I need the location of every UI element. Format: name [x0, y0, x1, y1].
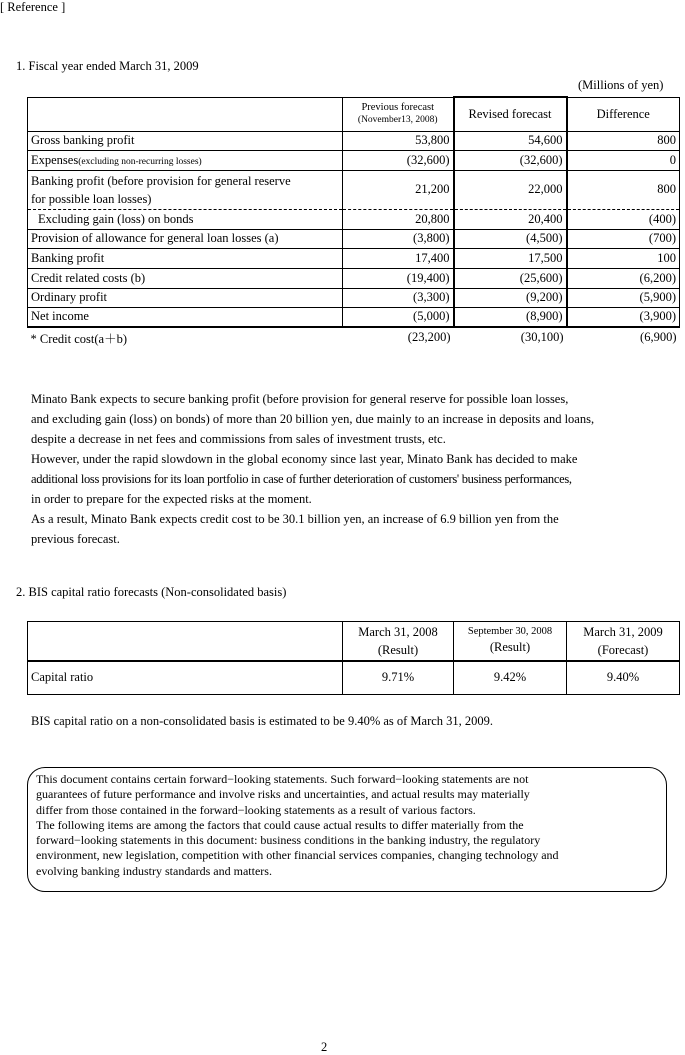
previous-value: (32,600)	[343, 150, 454, 170]
row-label: Gross banking profit	[28, 131, 343, 150]
difference-value: (400)	[567, 209, 680, 229]
row-label: Banking profit (before provision for general reserve for possible loan losses)	[28, 170, 343, 209]
previous-value: (3,800)	[343, 229, 454, 248]
row-label: Banking profit	[28, 248, 343, 268]
revised-value: (30,100)	[520, 330, 564, 344]
table-row	[28, 150, 680, 170]
row-label: * Credit cost(a＋b)	[30, 331, 128, 346]
page-number: 2	[321, 1040, 328, 1054]
header-difference: Difference	[567, 97, 680, 131]
revised-value: (8,900)	[454, 307, 567, 327]
table-row	[28, 170, 680, 209]
table-row	[28, 229, 680, 248]
table-row	[28, 209, 680, 229]
difference-value: (700)	[567, 229, 680, 248]
capital-ratio-table	[27, 621, 680, 695]
table-row	[28, 661, 680, 695]
header-previous: Previous forecast (November13, 2008)	[343, 97, 454, 131]
capital-ratio-value: 9.40%	[567, 661, 680, 695]
previous-value: 21,200	[343, 170, 454, 209]
previous-value: (3,300)	[343, 288, 454, 307]
table-row	[28, 268, 680, 288]
difference-value: 800	[567, 170, 680, 209]
difference-value: 800	[567, 131, 680, 150]
row-label: Excluding gain (loss) on bonds	[28, 209, 343, 229]
difference-value: (6,900)	[640, 330, 677, 344]
revised-value: (4,500)	[454, 229, 567, 248]
row-label: Provision of allowance for general loan losses (a)	[28, 229, 343, 248]
difference-value: 100	[567, 248, 680, 268]
previous-value: 20,800	[343, 209, 454, 229]
reference-label: [ Reference ]	[0, 0, 66, 14]
revised-value: (9,200)	[454, 288, 567, 307]
section2-title: 2. BIS capital ratio forecasts (Non-consolidated basis)	[16, 585, 287, 599]
revised-value: 20,400	[454, 209, 567, 229]
table-row	[28, 248, 680, 268]
header-revised: Revised forecast	[454, 97, 567, 131]
credit-cost-row	[28, 327, 680, 347]
header-col-2: September 30, 2008 (Result)	[454, 622, 567, 661]
revised-value: 17,500	[454, 248, 567, 268]
revised-value: (25,600)	[454, 268, 567, 288]
header-blank	[28, 97, 343, 131]
previous-value: (5,000)	[343, 307, 454, 327]
capital-ratio-note: BIS capital ratio on a non-consolidated basis is estimated to be 9.40% as of March 31, 2009.	[31, 714, 494, 728]
forecast-commentary: Minato Bank expects to secure banking profit (before provision for general reserve for possible loan losses, and excluding gain (loss) on bonds) of more than 20 billion yen, due mainly to an increase in deposits and loans, despite a decrease in net fees and commissions from sales of investment trusts, etc. However, under the rapid slowdown in the global economy since last year, Minato Bank has decided to make additional loss provisions for its loan portfolio in case of further deterioration of customers' business performances, in order to prepare for the expected risks at the moment. As a result, Minato Bank expects credit cost to be 30.1 billion yen, an increase of 6.9 billion yen from the previous forecast.	[31, 392, 595, 546]
table-row	[28, 307, 680, 327]
capital-ratio-value: 9.42%	[454, 661, 567, 695]
header-col-1: March 31, 2008 (Result)	[343, 622, 454, 661]
table-row	[28, 288, 680, 307]
row-label: Net income	[28, 307, 343, 327]
row-label: Ordinary profit	[28, 288, 343, 307]
row-label: Capital ratio	[28, 661, 343, 695]
difference-value: (6,200)	[567, 268, 680, 288]
difference-value: 0	[567, 150, 680, 170]
difference-value: (5,900)	[567, 288, 680, 307]
units-label: (Millions of yen)	[578, 78, 664, 92]
row-label: Credit related costs (b)	[28, 268, 343, 288]
forecast-table	[27, 96, 680, 347]
row-label: Expenses(excluding non-recurring losses)	[28, 150, 343, 170]
difference-value: (3,900)	[567, 307, 680, 327]
forward-looking-notice: This document contains certain forward−looking statements. Such forward−looking statements are not guarantees of future performance and involve risks and uncertainties, and actual results may materially differ from those contained in the forward−looking statements as a result of various factors. The following items are among the factors that could cause actual results to differ materially from the forward−looking statements in this document: business conditions in the banking industry, the regulatory environment, new legislation, competition with other financial services companies, changing technology and evolving banking industry standards and matters.	[27, 767, 667, 892]
table-row	[28, 131, 680, 150]
revised-value: 54,600	[454, 131, 567, 150]
previous-value: (23,200)	[407, 330, 451, 344]
previous-value: (19,400)	[343, 268, 454, 288]
header-blank	[28, 622, 343, 661]
section1-title: 1. Fiscal year ended March 31, 2009	[16, 59, 199, 73]
revised-value: (32,600)	[454, 150, 567, 170]
capital-ratio-value: 9.71%	[343, 661, 454, 695]
revised-value: 22,000	[454, 170, 567, 209]
header-col-3: March 31, 2009 (Forecast)	[567, 622, 680, 661]
previous-value: 17,400	[343, 248, 454, 268]
previous-value: 53,800	[343, 131, 454, 150]
